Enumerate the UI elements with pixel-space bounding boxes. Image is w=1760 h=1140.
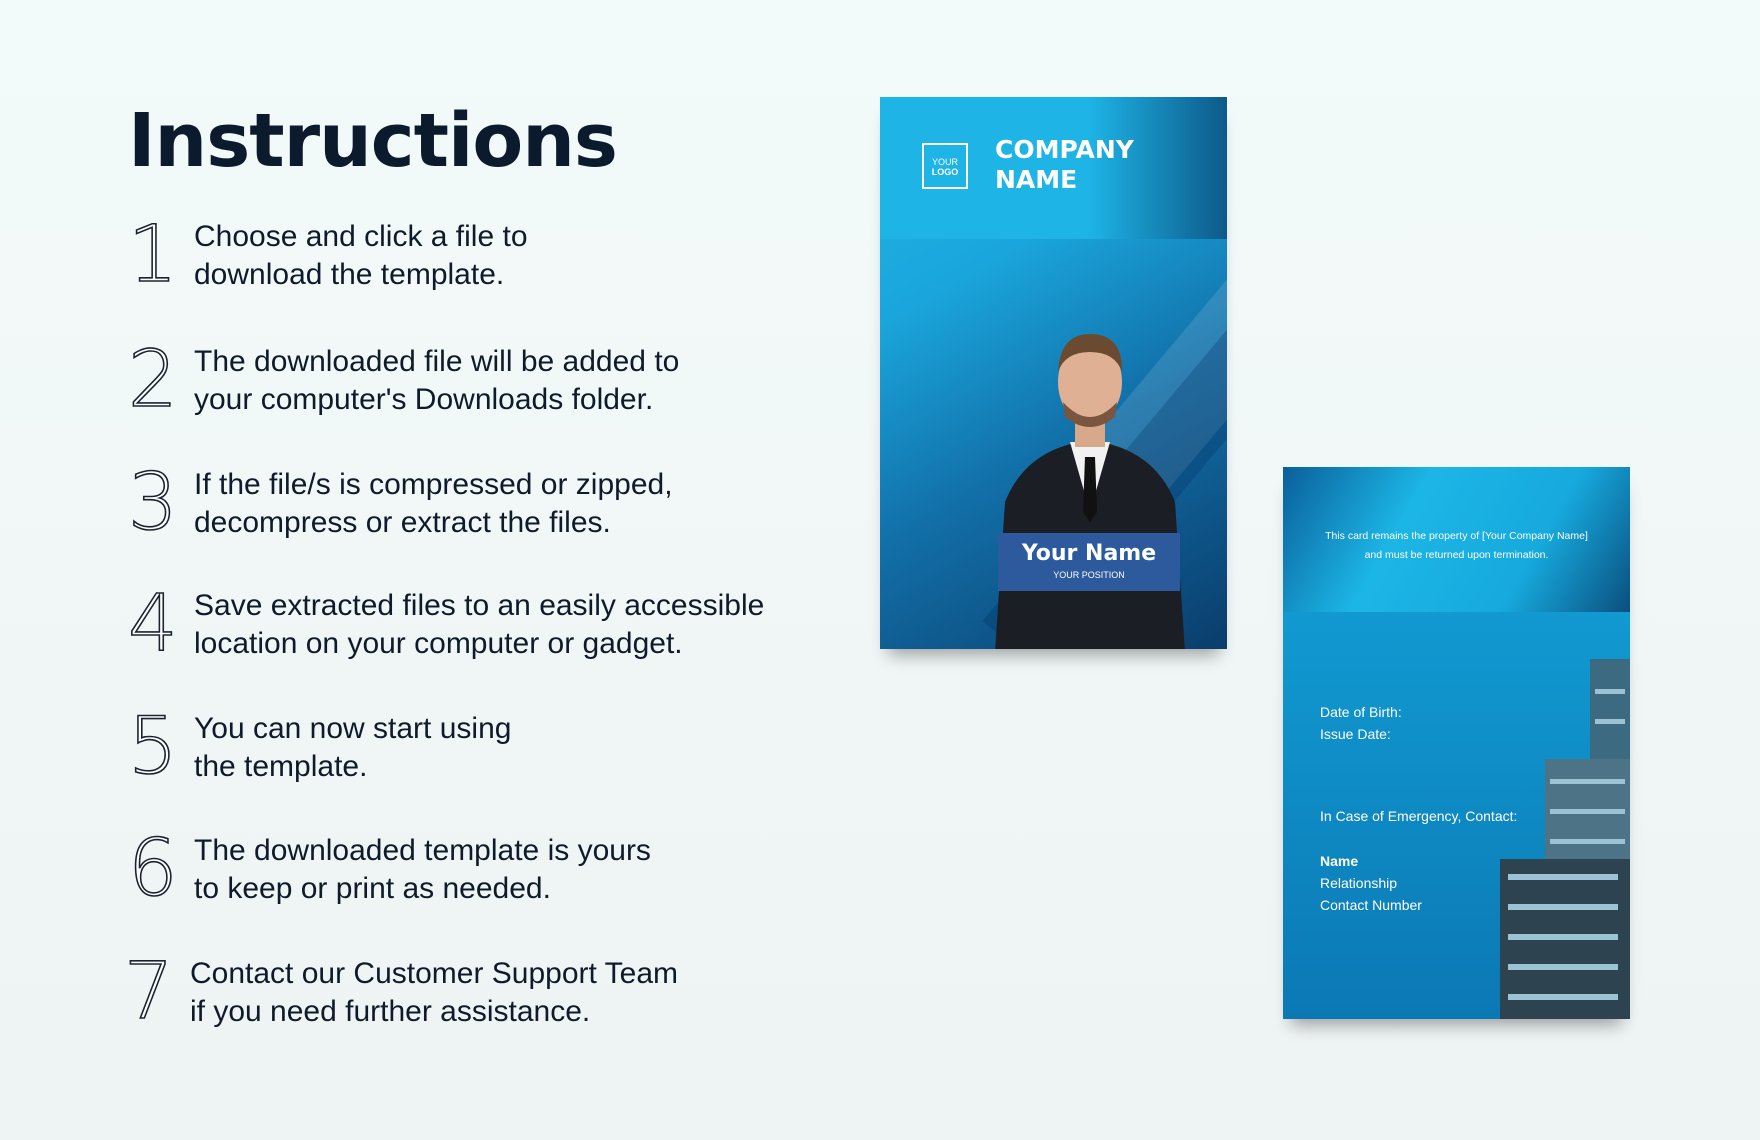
id-card-back bbox=[1283, 467, 1630, 1019]
step-7 bbox=[124, 947, 679, 1037]
step-text: decompress or extract the files. bbox=[194, 506, 611, 539]
step-text: You can now start using bbox=[194, 712, 512, 745]
emergency-relationship: Relationship bbox=[1320, 875, 1398, 891]
logo-placeholder: YOUR LOGO bbox=[922, 143, 968, 189]
dob-label: Date of Birth: bbox=[1320, 704, 1402, 720]
step-2 bbox=[128, 335, 680, 425]
step-6 bbox=[128, 824, 651, 914]
step-text: your computer's Downloads folder. bbox=[194, 383, 654, 416]
person-photo bbox=[985, 322, 1195, 649]
company-name: COMPANY NAME bbox=[995, 135, 1134, 194]
emergency-label: In Case of Emergency, Contact: bbox=[1320, 808, 1518, 824]
name-box: Your Name YOUR POSITION bbox=[998, 533, 1180, 591]
step-number: 7 bbox=[124, 947, 174, 1037]
property-notice: This card remains the property of [Your Company Name] and must be returned upon termination. bbox=[1325, 530, 1588, 561]
step-number: 2 bbox=[128, 335, 178, 425]
step-text: to keep or print as needed. bbox=[194, 872, 551, 905]
step-number: 1 bbox=[128, 210, 178, 300]
step-text: if you need further assistance. bbox=[190, 995, 591, 1028]
emergency-contact-number: Contact Number bbox=[1320, 897, 1422, 913]
step-text: Choose and click a file to bbox=[194, 220, 528, 253]
id-card-front bbox=[880, 97, 1227, 649]
step-5 bbox=[128, 702, 512, 792]
step-text: the template. bbox=[194, 750, 368, 783]
step-text: The downloaded file will be added to bbox=[194, 345, 680, 378]
step-4 bbox=[128, 579, 765, 669]
step-text: The downloaded template is yours bbox=[194, 834, 651, 867]
step-text: Save extracted files to an easily accessible bbox=[194, 589, 765, 622]
step-number: 6 bbox=[128, 824, 178, 914]
building-image bbox=[1500, 659, 1630, 1019]
step-text: Contact our Customer Support Team bbox=[190, 957, 679, 990]
step-text: download the template. bbox=[194, 258, 505, 291]
step-text: location on your computer or gadget. bbox=[194, 627, 683, 660]
step-number: 3 bbox=[128, 458, 178, 548]
step-number: 4 bbox=[128, 579, 178, 669]
step-text: If the file/s is compressed or zipped, bbox=[194, 468, 673, 501]
step-1 bbox=[128, 210, 528, 300]
step-3 bbox=[128, 458, 673, 548]
step-number: 5 bbox=[128, 702, 178, 792]
emergency-name: Name bbox=[1320, 853, 1359, 869]
issue-date-label: Issue Date: bbox=[1320, 726, 1391, 742]
page-title: Instructions bbox=[128, 98, 617, 184]
